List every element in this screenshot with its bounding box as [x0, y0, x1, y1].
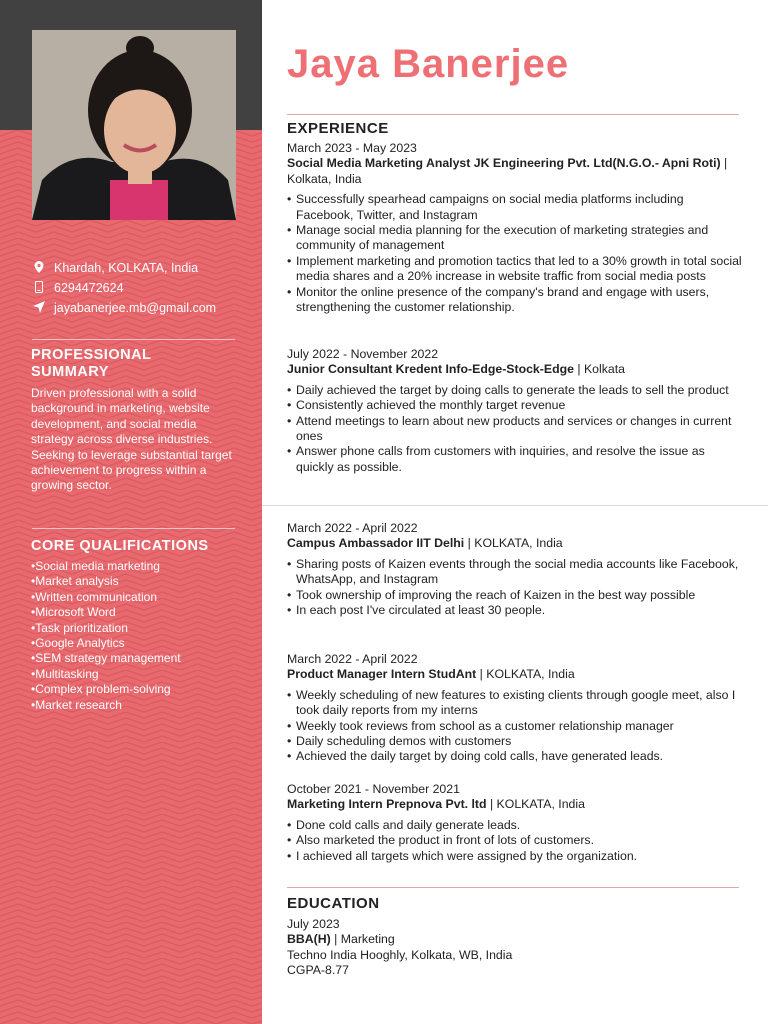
email-link[interactable]: jayabanerjee.mb@gmail.com	[54, 301, 217, 315]
job-entry	[287, 782, 742, 864]
job-date: March 2023 - May 2023	[287, 141, 417, 155]
contact-location	[32, 258, 247, 278]
sidebar-divider	[32, 339, 235, 340]
list-item: • Task prioritization	[31, 621, 246, 636]
list-item: • Implement marketing and promotion tactics that led to a 30% growth in total social media shares and a 20% increase in website traffic from social media posts	[287, 254, 742, 285]
education-heading: EDUCATION	[287, 895, 380, 912]
list-item: • Written communication	[31, 590, 246, 605]
education-degree: BBA(H)	[287, 932, 331, 947]
list-item: • Successfully spearhead campaigns on social media platforms including Facebook, Twitter, and Instagram	[287, 192, 742, 223]
candidate-name: Jaya Banerjee	[287, 42, 570, 86]
list-item: • Achieved the daily target by doing cold calls, have generated leads.	[287, 749, 742, 764]
list-item: • Also marketed the product in front of lots of customers.	[287, 833, 742, 848]
education-date: July 2023	[287, 917, 340, 931]
summary-heading	[31, 347, 151, 381]
list-item: • I achieved all targets which were assigned by the organization.	[287, 849, 742, 864]
job-entry	[287, 521, 742, 618]
list-item: • Market analysis	[31, 574, 246, 589]
map-pin-icon	[32, 261, 46, 276]
job-date: March 2022 - April 2022	[287, 652, 418, 666]
sidebar-divider	[32, 528, 235, 529]
list-item: • Consistently achieved the monthly target revenue	[287, 398, 742, 413]
job-location: | KOLKATA, India	[476, 667, 575, 682]
job-entry	[287, 347, 742, 475]
list-item: • In each post I've circulated at least 30 people.	[287, 603, 742, 618]
job-title: Campus Ambassador IIT Delhi	[287, 536, 465, 551]
list-item: • Answer phone calls from customers with inquiries, and resolve the issue as quickly as possible.	[287, 444, 742, 475]
education-school: Techno India Hooghly, Kolkata, WB, India	[287, 947, 513, 962]
list-item: • Weekly took reviews from school as a customer relationship manager	[287, 719, 742, 734]
page-break-line	[262, 505, 768, 506]
list-item: • Took ownership of improving the reach of Kaizen in the best way possible	[287, 588, 742, 603]
list-item: • Attend meetings to learn about new products and services or changes in current ones	[287, 414, 742, 445]
list-item: • Daily scheduling demos with customers	[287, 734, 742, 749]
phone-icon	[32, 281, 46, 296]
qualifications-heading: CORE QUALIFICATIONS	[31, 538, 209, 554]
list-item: • Social media marketing	[31, 559, 246, 574]
list-item: • SEM strategy management	[31, 651, 246, 666]
profile-photo	[32, 30, 236, 220]
job-location: | KOLKATA, India	[486, 797, 585, 812]
list-item: • Done cold calls and daily generate leads.	[287, 818, 742, 833]
education-field: | Marketing	[330, 932, 395, 947]
job-date: July 2022 - November 2022	[287, 347, 439, 361]
list-item: • Multitasking	[31, 667, 246, 682]
job-date: October 2021 - November 2021	[287, 782, 460, 796]
experience-heading: EXPERIENCE	[287, 120, 389, 137]
job-location: | Kolkata	[573, 362, 625, 377]
contact-block	[32, 258, 247, 318]
list-item: • Google Analytics	[31, 636, 246, 651]
education-grade: CGPA-8.77	[287, 963, 349, 978]
phone-text: 6294472624	[54, 281, 124, 295]
job-date: March 2022 - April 2022	[287, 521, 418, 535]
list-item: • Manage social media planning for the execution of marketing strategies and community of management	[287, 223, 742, 254]
list-item: • Weekly scheduling of new features to existing clients through google meet, also I took daily reports from my interns	[287, 688, 742, 719]
summary-heading-line1: PROFESSIONAL	[31, 347, 152, 363]
send-icon	[32, 301, 46, 316]
list-item: • Complex problem-solving	[31, 682, 246, 697]
job-title: Marketing Intern Prepnova Pvt. ltd	[287, 797, 487, 812]
list-item: • Daily achieved the target by doing calls to generate the leads to sell the product	[287, 383, 742, 398]
list-item: • Market research	[31, 698, 246, 713]
contact-email	[32, 298, 247, 318]
summary-text: Driven professional with a solid background in marketing, website development, and social media strategy across diverse industries. Seeking to leverage substantial target achievement to progress within a growing sector.	[31, 386, 232, 493]
job-location: | KOLKATA, India	[464, 536, 563, 551]
section-divider	[287, 887, 739, 888]
list-item: • Sharing posts of Kaizen events through the social media accounts like Facebook, WhatsApp, and Instagram	[287, 557, 742, 588]
contact-phone	[32, 278, 247, 298]
section-divider	[287, 114, 739, 115]
location-text: Khardah, KOLKATA, India	[54, 261, 199, 275]
job-entry	[287, 141, 742, 315]
list-item: • Monitor the online presence of the company's brand and engage with users, strengthening the customer relationship.	[287, 285, 742, 316]
job-title: Junior Consultant Kredent Info-Edge-Stock-Edge	[287, 362, 574, 377]
job-location: | Kolkata, India	[287, 156, 728, 186]
sidebar	[0, 0, 262, 1024]
qualifications-list	[31, 559, 246, 713]
job-title: Product Manager Intern StudAnt	[287, 667, 477, 682]
job-entry	[287, 652, 742, 765]
summary-heading-line2: SUMMARY	[31, 364, 109, 380]
job-title: Social Media Marketing Analyst JK Engineering Pvt. Ltd(N.G.O.- Apni Roti)	[287, 156, 721, 171]
list-item: • Microsoft Word	[31, 605, 246, 620]
education-entry	[287, 917, 512, 979]
